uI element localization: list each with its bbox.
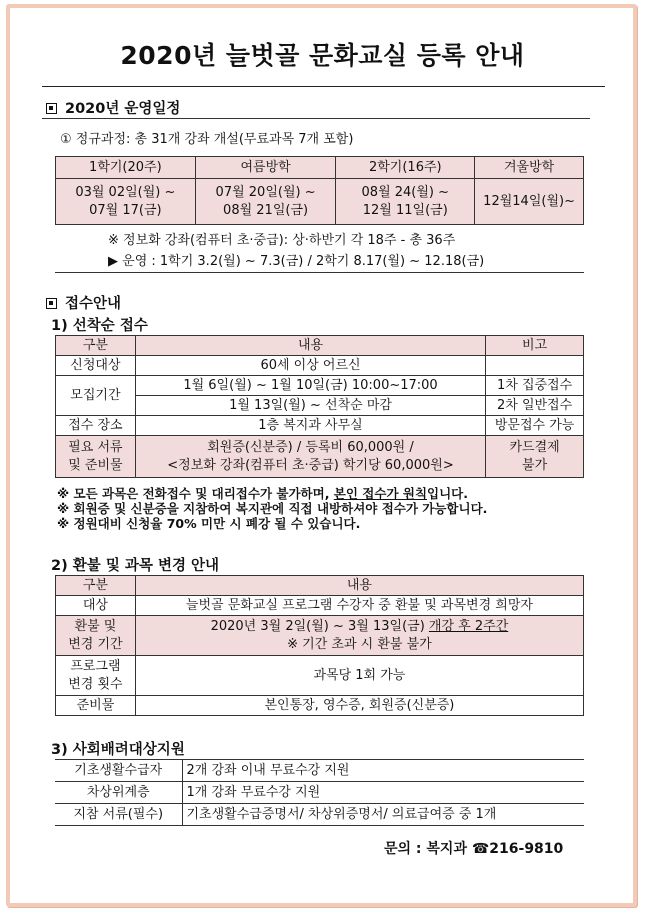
table-row	[55, 804, 584, 826]
note-text: ※ 모든 과목은 전화접수 및 대리접수가 불가하며,	[57, 486, 334, 501]
note-phone-registration	[57, 486, 487, 501]
period-second-note: 2차 일반접수	[486, 396, 584, 416]
refund-period-label-line: 변경 기간	[68, 636, 123, 652]
col-content: 내용	[135, 576, 583, 596]
table-row	[55, 782, 584, 804]
note-visit-required: ※ 회원증 및 신분증을 지참하여 복지관에 직접 내방하셔야 접수가 가능합니다.	[57, 501, 488, 516]
refund-period-value	[135, 616, 583, 656]
period-first-note: 1차 집중접수	[486, 376, 584, 396]
docs-note-line: 불가	[522, 457, 548, 473]
header-semester2: 2학기(16주)	[336, 157, 475, 179]
table-row	[56, 396, 584, 416]
docs-value	[135, 436, 485, 478]
page-title: 2020년 늘벗골 문화교실 등록 안내	[120, 41, 525, 70]
place-note: 방문접수 가능	[486, 416, 584, 436]
schedule-summary: ① 정규과정: 총 31개 강좌 개설(무료과목 7개 포함)	[60, 132, 354, 147]
refund-period-label-line: 환불 및	[74, 618, 117, 634]
period-first: 1월 6일(월) ~ 1월 10일(금) 10:00~17:00	[135, 376, 485, 396]
period-line: 12월 11일(금)	[362, 202, 448, 218]
col-category: 구분	[56, 576, 136, 596]
table-row	[55, 760, 584, 782]
change-count-label-line: 변경 횟수	[68, 676, 123, 692]
section-registration-heading	[46, 292, 121, 313]
target-note	[486, 356, 584, 376]
docs-label	[56, 436, 136, 478]
place-label: 접수 장소	[56, 416, 136, 436]
refund-period-note: ※ 기간 초과 시 환불 불가	[287, 636, 432, 652]
docs-value-line: 회원증(신분증) / 등록비 60,000원 /	[207, 439, 414, 455]
support-value: 1개 강좌 무료수강 지원	[182, 782, 584, 804]
schedule-bottom-divider	[55, 272, 584, 273]
refund-period-line	[138, 618, 581, 636]
col-category: 구분	[56, 336, 136, 356]
col-remark: 비고	[486, 336, 584, 356]
support-label: 지참 서류(필수)	[55, 804, 182, 826]
docs-label-line: 필요 서류	[68, 439, 123, 455]
header-winter: 겨울방학	[475, 157, 584, 179]
square-bullet-icon	[46, 103, 57, 114]
schedule-note-operation: ▶ 운영 : 1학기 3.2(월) ~ 7.3(금) / 2학기 8.17(월) ~ 12.18(금)	[108, 254, 485, 269]
period-line: 03월 02일(월) ~	[75, 184, 176, 200]
change-count-label-line: 프로그램	[70, 658, 121, 674]
period-second: 1월 13일(월) ~ 선착순 마감	[135, 396, 485, 416]
period-line: 07월 17(금)	[89, 202, 162, 218]
period-line: 08월 24(월) ~	[361, 184, 450, 200]
refund-period-label	[56, 616, 136, 656]
support-label: 차상위계층	[55, 782, 182, 804]
section-schedule-heading-text: 2020년 운영일정	[65, 101, 181, 117]
section-schedule-heading	[46, 97, 180, 118]
docs-note	[486, 436, 584, 478]
contact-info: 문의 : 복지과 ☎216-9810	[384, 841, 564, 857]
schedule-table	[55, 156, 584, 225]
col-content: 내용	[135, 336, 485, 356]
header-summer: 여름방학	[195, 157, 336, 179]
registration-table	[55, 335, 584, 478]
table-row	[56, 436, 584, 478]
target-value: 60세 이상 어르신	[135, 356, 485, 376]
refund-period-emphasis: 개강 후 2주간	[428, 618, 509, 634]
docs-note-line: 카드결제	[509, 439, 560, 455]
section-schedule-divider	[42, 118, 590, 119]
refund-header-row	[56, 576, 584, 596]
docs-value-line: <정보화 강좌(컴퓨터 초·중급) 학기당 60,000원>	[167, 457, 454, 473]
note-text: 입니다.	[427, 486, 469, 501]
support-table	[55, 759, 584, 826]
table-row	[56, 376, 584, 396]
schedule-period-row	[56, 179, 584, 225]
period-summer	[195, 179, 336, 225]
change-count-label	[56, 656, 136, 696]
refund-table	[55, 575, 584, 716]
refund-period-text: 2020년 3월 2일(월) ~ 3월 13일(금)	[210, 618, 429, 634]
table-row	[56, 696, 584, 716]
support-value: 2개 강좌 이내 무료수강 지원	[182, 760, 584, 782]
schedule-note-computer: ※ 정보화 강좌(컴퓨터 초·중급): 상·하반기 각 18주 - 총 36주	[108, 233, 456, 248]
registration-notes	[57, 486, 487, 531]
period-semester2	[336, 179, 475, 225]
table-row	[56, 596, 584, 616]
square-bullet-icon	[46, 298, 57, 309]
period-label: 모집기간	[56, 376, 136, 416]
table-row	[56, 656, 584, 696]
subsection-social-support: 3) 사회배려대상지원	[51, 742, 185, 758]
place-value: 1층 복지과 사무실	[135, 416, 485, 436]
docs-label-line: 및 준비물	[68, 457, 123, 473]
period-line: 08월 21일(금)	[223, 202, 309, 218]
title-divider	[42, 86, 605, 87]
refund-target-label: 대상	[56, 596, 136, 616]
support-value: 기초생활수급증명서/ 차상위증명서/ 의료급여증 중 1개	[182, 804, 584, 826]
note-cancellation: ※ 정원대비 신청율 70% 미만 시 폐강 될 수 있습니다.	[57, 516, 361, 531]
table-row	[56, 416, 584, 436]
change-count-value: 과목당 1회 가능	[135, 656, 583, 696]
period-line: 12월14일(월)~	[483, 193, 575, 209]
section-registration-heading-text: 접수안내	[65, 296, 122, 312]
note-emphasis: 본인 접수가 원칙	[333, 486, 428, 501]
refund-target-value: 늘벗골 문화교실 프로그램 수강자 중 환불 및 과목변경 희망자	[135, 596, 583, 616]
period-winter	[475, 179, 584, 225]
registration-header-row	[56, 336, 584, 356]
target-label: 신청대상	[56, 356, 136, 376]
period-semester1	[56, 179, 196, 225]
table-row	[56, 616, 584, 656]
refund-prep-value: 본인통장, 영수증, 회원증(신분증)	[135, 696, 583, 716]
support-label: 기초생활수급자	[55, 760, 182, 782]
table-row	[56, 356, 584, 376]
schedule-header-row	[56, 157, 584, 179]
subsection-first-come: 1) 선착순 접수	[51, 318, 148, 334]
subsection-refund: 2) 환불 및 과목 변경 안내	[51, 558, 220, 574]
period-line: 07월 20일(월) ~	[215, 184, 316, 200]
refund-prep-label: 준비물	[56, 696, 136, 716]
header-semester1: 1학기(20주)	[56, 157, 196, 179]
